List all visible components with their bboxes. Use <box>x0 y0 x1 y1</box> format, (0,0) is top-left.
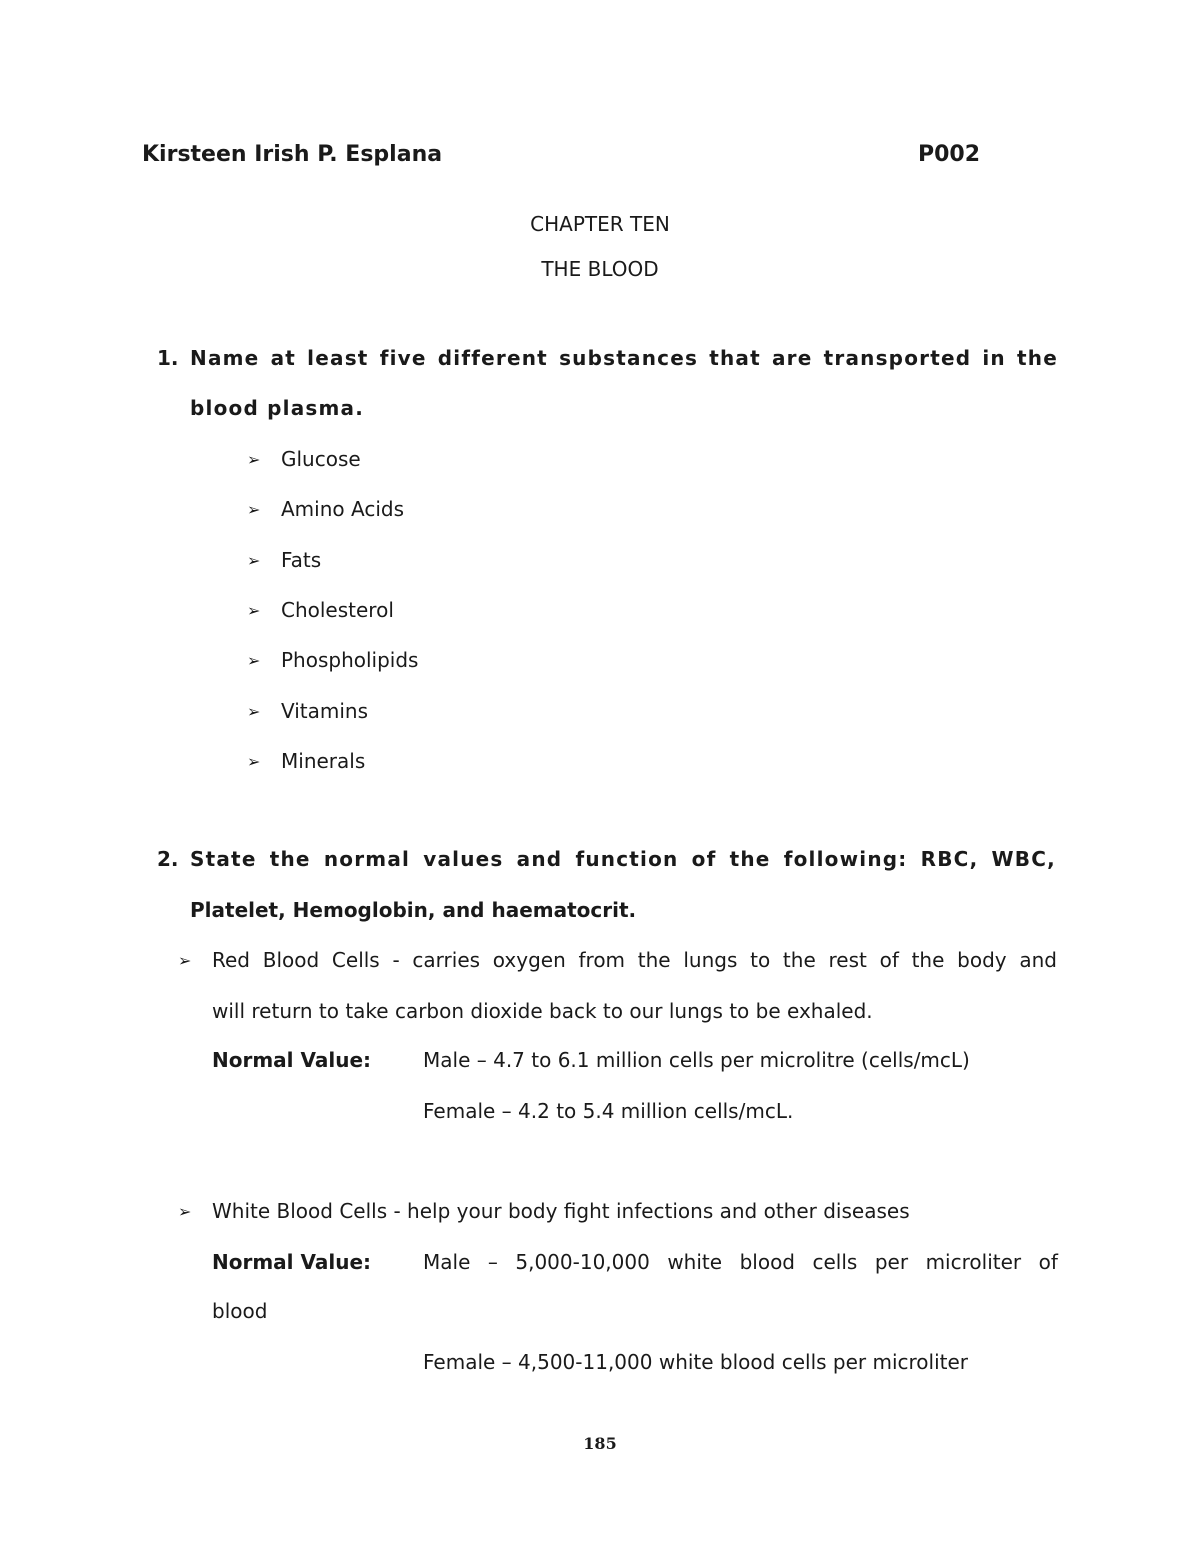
substance-item: Amino Acids <box>281 497 404 521</box>
description-word: rest <box>828 948 867 972</box>
question-word: RBC, <box>920 847 979 871</box>
question-1-line-1 <box>190 346 1058 370</box>
question-word: of <box>691 847 717 871</box>
description-word: and <box>1019 948 1057 972</box>
question-word: transported <box>823 346 972 370</box>
question-word: Name <box>190 346 260 370</box>
rbc-description-line-1 <box>212 948 1057 972</box>
value-word: white <box>667 1250 723 1274</box>
description-word: the <box>782 948 816 972</box>
question-word: are <box>771 346 813 370</box>
description-word: Red <box>212 948 250 972</box>
arrow-bullet-icon: ➢ <box>247 702 261 721</box>
substance-item: Vitamins <box>281 699 369 723</box>
wbc-male-value <box>423 1250 1058 1274</box>
question-word: WBC, <box>991 847 1056 871</box>
question-word: function <box>575 847 679 871</box>
question-2-number: 2. <box>157 847 179 871</box>
wbc-female-value: Female – 4,500-11,000 white blood cells per microliter <box>423 1350 969 1374</box>
value-word: of <box>1038 1250 1058 1274</box>
substance-item: Phospholipids <box>281 648 419 672</box>
chapter-title: THE BLOOD <box>541 257 659 281</box>
question-word: the <box>269 847 311 871</box>
rbc-description-line-2: will return to take carbon dioxide back to our lungs to be exhaled. <box>212 999 873 1023</box>
question-word: the <box>1017 346 1058 370</box>
question-word: at <box>270 346 297 370</box>
question-word: following: <box>783 847 908 871</box>
rbc-male-value: Male – 4.7 to 6.1 million cells per microlitre (cells/mcL) <box>423 1048 970 1072</box>
question-word: different <box>437 346 548 370</box>
value-word: microliter <box>925 1250 1022 1274</box>
arrow-bullet-icon: ➢ <box>247 601 261 620</box>
arrow-bullet-icon: ➢ <box>247 500 261 519</box>
wbc-description: White Blood Cells - help your body fight infections and other diseases <box>212 1199 910 1223</box>
description-word: carries <box>412 948 481 972</box>
question-word: least <box>307 346 369 370</box>
value-word: blood <box>739 1250 795 1274</box>
question-1-line-2: blood plasma. <box>190 396 365 420</box>
student-code: P002 <box>918 142 981 167</box>
description-word: from <box>578 948 626 972</box>
question-word: that <box>709 346 761 370</box>
question-2-line-1 <box>190 847 1056 871</box>
description-word: of <box>879 948 899 972</box>
description-word: Cells <box>331 948 380 972</box>
question-2-line-2: Platelet, Hemoglobin, and haematocrit. <box>190 898 637 922</box>
question-word: normal <box>323 847 411 871</box>
rbc-female-value: Female – 4.2 to 5.4 million cells/mcL. <box>423 1099 794 1123</box>
description-word: Blood <box>262 948 320 972</box>
question-word: substances <box>559 346 699 370</box>
wbc-normal-value-label: Normal Value: <box>212 1250 372 1274</box>
arrow-bullet-icon: ➢ <box>178 1202 192 1221</box>
page-number: 185 <box>583 1434 617 1453</box>
description-word: the <box>637 948 671 972</box>
substance-item: Cholesterol <box>281 598 394 622</box>
chapter-number: CHAPTER TEN <box>530 212 670 236</box>
substance-item: Glucose <box>281 447 361 471</box>
value-word: 5,000-10,000 <box>515 1250 650 1274</box>
substance-item: Fats <box>281 548 322 572</box>
value-word: – <box>487 1250 498 1274</box>
wbc-male-value-continued: blood <box>212 1299 268 1323</box>
substance-item: Minerals <box>281 749 366 773</box>
student-name: Kirsteen Irish P. Esplana <box>142 142 443 167</box>
description-word: to <box>750 948 771 972</box>
description-word: lungs <box>683 948 738 972</box>
arrow-bullet-icon: ➢ <box>247 551 261 570</box>
arrow-bullet-icon: ➢ <box>178 951 192 970</box>
question-word: values <box>423 847 504 871</box>
description-word: oxygen <box>492 948 566 972</box>
arrow-bullet-icon: ➢ <box>247 450 261 469</box>
value-word: cells <box>812 1250 858 1274</box>
question-word: the <box>729 847 771 871</box>
question-word: five <box>379 346 427 370</box>
description-word: - <box>392 948 400 972</box>
question-1-number: 1. <box>157 346 179 370</box>
rbc-normal-value-label: Normal Value: <box>212 1048 372 1072</box>
arrow-bullet-icon: ➢ <box>247 752 261 771</box>
arrow-bullet-icon: ➢ <box>247 651 261 670</box>
value-word: Male <box>423 1250 471 1274</box>
question-word: State <box>190 847 257 871</box>
description-word: the <box>911 948 945 972</box>
question-word: in <box>982 346 1006 370</box>
value-word: per <box>874 1250 909 1274</box>
question-word: and <box>516 847 563 871</box>
description-word: body <box>957 948 1007 972</box>
